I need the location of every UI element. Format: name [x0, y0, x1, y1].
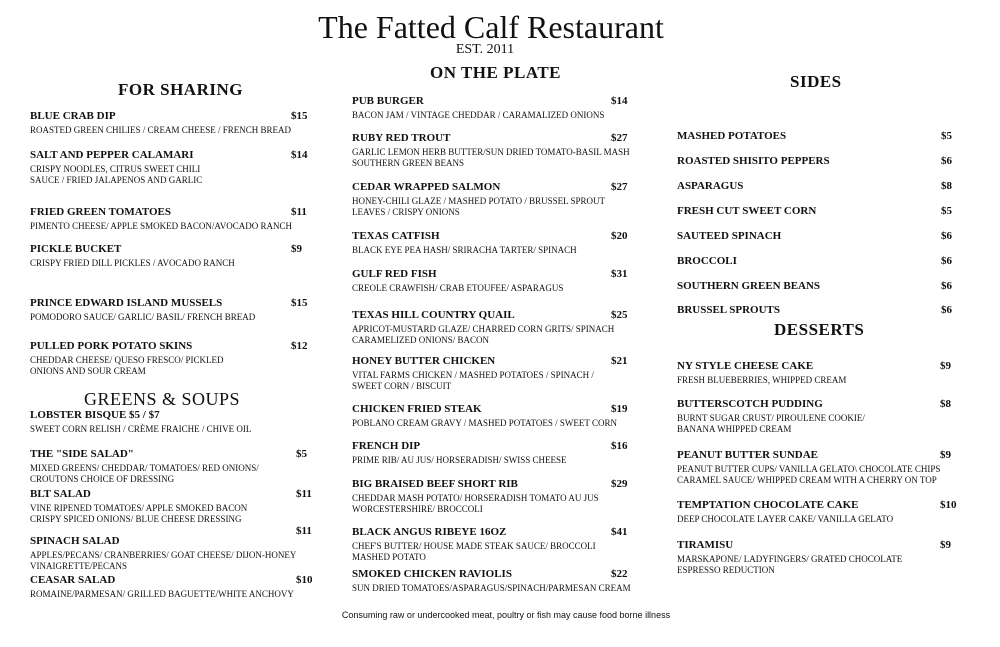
menu-item-price: $6	[941, 230, 952, 242]
menu-item	[677, 449, 951, 486]
menu-item-price: $15	[291, 297, 308, 309]
menu-item-price: $22	[611, 568, 628, 580]
menu-item-price: $15	[291, 110, 308, 122]
menu-item-name: CEDAR WRAPPED SALMON	[352, 181, 501, 193]
menu-item-description: MIXED GREENS/ CHEDDAR/ TOMATOES/ RED ONIONS/ CROUTONS CHOICE OF DRESSING	[30, 463, 259, 484]
section-heading-sides: SIDES	[790, 72, 842, 91]
menu-item	[352, 309, 628, 346]
menu-item-price: $9	[940, 449, 951, 461]
menu-item-description: ROASTED GREEN CHILIES / CREAM CHEESE / FRENCH BREAD	[30, 125, 292, 135]
menu-item-description: POMODORO SAUCE/ GARLIC/ BASIL/ FRENCH BREAD	[30, 312, 256, 322]
menu-item	[677, 205, 952, 218]
menu-item-name: MASHED POTATOES	[677, 130, 787, 142]
menu-item-description: FRESH BLUEBERRIES, WHIPPED CREAM	[677, 375, 847, 385]
menu-item	[677, 255, 952, 268]
menu-item-name: LOBSTER BISQUE $5 / $7	[30, 409, 160, 421]
menu-item	[30, 488, 312, 525]
menu-item-name: TEMPTATION CHOCOLATE CAKE	[677, 499, 859, 511]
menu-item	[30, 149, 308, 186]
menu-item	[30, 525, 312, 572]
menu-item-name: SAUTEED SPINACH	[677, 230, 782, 242]
menu-item	[30, 409, 251, 435]
menu-item-name: CEASAR SALAD	[30, 574, 116, 586]
menu-item-name: FRENCH DIP	[352, 440, 421, 452]
menu-item-name: PUB BURGER	[352, 95, 424, 107]
menu-item-name: SALT AND PEPPER CALAMARI	[30, 149, 194, 161]
menu-item-name: FRESH CUT SWEET CORN	[677, 205, 817, 217]
menu-item-name: BUTTERSCOTCH PUDDING	[677, 398, 823, 410]
menu-item-description: PEANUT BUTTER CUPS/ VANILLA GELATO\ CHOCOLATE CHIPS CARAMEL SAUCE/ WHIPPED CREAM WITH A CHERRY ON TOP	[677, 464, 941, 485]
menu-item-description: MARSKAPONE/ LADYFINGERS/ GRATED CHOCOLATE ESPRESSO REDUCTION	[677, 554, 903, 575]
menu-item-description: SUN DRIED TOMATOES/ASPARAGUS/SPINACH/PARMESAN CREAM	[352, 583, 631, 593]
menu-item-price: $14	[611, 95, 628, 107]
menu-item-description: CHEF'S BUTTER/ HOUSE MADE STEAK SAUCE/ BROCCOLI MASHED POTATO	[352, 541, 596, 562]
menu-item-name: PULLED PORK POTATO SKINS	[30, 340, 193, 352]
menu-item-price: $12	[291, 340, 308, 352]
menu-item-name: TEXAS CATFISH	[352, 230, 440, 242]
menu-item-price: $11	[296, 525, 312, 537]
menu-item-description: CHEDDAR CHEESE/ QUESO FRESCO/ PICKLED ONIONS AND SOUR CREAM	[30, 355, 224, 376]
menu-item	[30, 206, 307, 232]
menu-item-name: ASPARAGUS	[677, 180, 744, 192]
menu-item	[677, 499, 957, 525]
menu-item-price: $11	[291, 206, 307, 218]
menu-item-price: $9	[291, 243, 302, 255]
menu-item	[677, 398, 951, 435]
menu-item-description: PIMENTO CHEESE/ APPLE SMOKED BACON/AVOCADO RANCH	[30, 221, 292, 231]
menu-item-price: $20	[611, 230, 628, 242]
menu-item-price: $25	[611, 309, 628, 321]
menu-item	[677, 180, 952, 193]
menu-item-price: $5	[941, 130, 952, 142]
menu-item	[677, 304, 952, 317]
menu-item-name: FRIED GREEN TOMATOES	[30, 206, 171, 218]
menu-item-price: $14	[291, 149, 308, 161]
menu-item	[30, 243, 302, 269]
menu-item-name: PEANUT BUTTER SUNDAE	[677, 449, 818, 461]
menu-item-description: APRICOT-MUSTARD GLAZE/ CHARRED CORN GRITS/ SPINACH CARAMELIZED ONIONS/ BACON	[352, 324, 615, 345]
menu-item-name: SOUTHERN GREEN BEANS	[677, 280, 821, 292]
menu-item-name: BRUSSEL SPROUTS	[677, 304, 781, 316]
menu-item-price: $19	[611, 403, 628, 415]
menu-item	[352, 568, 631, 594]
menu-item-description: CREOLE CRAWFISH/ CRAB ETOUFEE/ ASPARAGUS	[352, 283, 564, 293]
menu-item	[677, 360, 951, 386]
menu-item	[677, 539, 951, 576]
menu-item-name: SPINACH SALAD	[30, 535, 120, 547]
menu-item-description: CRISPY FRIED DILL PICKLES / AVOCADO RANCH	[30, 258, 235, 268]
menu-item-price: $6	[941, 304, 952, 316]
menu-item	[677, 155, 952, 168]
menu-item-price: $16	[611, 440, 628, 452]
menu-item-description: ROMAINE/PARMESAN/ GRILLED BAGUETTE/WHITE ANCHOVY	[30, 589, 294, 599]
menu-item	[352, 355, 628, 392]
menu-item-name: BIG BRAISED BEEF SHORT RIB	[352, 478, 518, 490]
menu-item-name: CHICKEN FRIED STEAK	[352, 403, 482, 415]
section-heading-desserts: DESSERTS	[774, 320, 865, 339]
menu-item-name: BLACK ANGUS RIBEYE 16OZ	[352, 526, 507, 538]
food-safety-notice: Consuming raw or undercooked meat, poultry or fish may cause food borne illness	[341, 610, 671, 620]
menu-item-price: $31	[611, 268, 628, 280]
menu-item-name: BLUE CRAB DIP	[30, 110, 116, 122]
menu-item-price: $10	[940, 499, 957, 511]
menu-item-price: $9	[940, 360, 951, 372]
menu-item-name: NY STYLE CHEESE CAKE	[677, 360, 814, 372]
menu-item-description: BLACK EYE PEA HASH/ SRIRACHA TARTER/ SPINACH	[352, 245, 577, 255]
menu-item-description: DEEP CHOCOLATE LAYER CAKE/ VANILLA GELATO	[677, 514, 894, 524]
menu-item-name: GULF RED FISH	[352, 268, 437, 280]
menu-item-name: TEXAS HILL COUNTRY QUAIL	[352, 309, 515, 321]
menu-item-price: $5	[296, 448, 307, 460]
menu-item-description: BURNT SUGAR CRUST/ PIROULENE COOKIE/ BANANA WHIPPED CREAM	[677, 413, 865, 434]
menu-item-price: $11	[296, 488, 312, 500]
menu-item	[352, 440, 628, 466]
menu-item-name: ROASTED SHISITO PEPPERS	[677, 155, 830, 167]
menu-item	[30, 448, 307, 485]
menu-item	[352, 478, 628, 515]
menu-item	[30, 297, 308, 323]
menu-item	[352, 526, 628, 563]
section-heading-greens: GREENS & SOUPS	[84, 389, 241, 409]
menu-item	[30, 110, 308, 136]
menu-item	[352, 181, 628, 218]
restaurant-title: The Fatted Calf Restaurant	[318, 9, 664, 45]
menu-item-name: PICKLE BUCKET	[30, 243, 122, 255]
menu-item-price: $5	[941, 205, 952, 217]
menu-item-price: $8	[940, 398, 951, 410]
menu-item-name: RUBY RED TROUT	[352, 132, 451, 144]
menu-item-price: $41	[611, 526, 628, 538]
menu-item-price: $6	[941, 255, 952, 267]
menu-item-name: BROCCOLI	[677, 255, 737, 267]
menu-item	[352, 403, 628, 429]
menu-item-description: APPLES/PECANS/ CRANBERRIES/ GOAT CHEESE/ DIJON-HONEY VINAIGRETTE/PECANS	[30, 550, 297, 571]
menu-item-description: HONEY-CHILI GLAZE / MASHED POTATO / BRUSSEL SPROUT LEAVES / CRISPY ONIONS	[352, 196, 606, 217]
menu-item-description: POBLANO CREAM GRAVY / MASHED POTATOES / SWEET CORN	[352, 418, 617, 428]
menu-item	[677, 230, 952, 243]
menu-item	[30, 340, 308, 377]
menu-item-description: BACON JAM / VINTAGE CHEDDAR / CARAMALIZED ONIONS	[352, 110, 605, 120]
section-heading-sharing: FOR SHARING	[118, 80, 243, 99]
established-year: EST. 2011	[455, 42, 515, 57]
menu-item-name: BLT SALAD	[30, 488, 91, 500]
menu-item-name: TIRAMISU	[677, 539, 734, 551]
menu-item-description: VINE RIPENED TOMATOES/ APPLE SMOKED BACON CRISPY SPICED ONIONS/ BLUE CHEESE DRESSING	[30, 503, 248, 524]
menu-item-price: $9	[940, 539, 951, 551]
menu-item	[352, 230, 628, 256]
menu-item-price: $21	[611, 355, 628, 367]
menu-item	[677, 280, 952, 293]
menu-item-price: $6	[941, 280, 952, 292]
menu-item-price: $29	[611, 478, 628, 490]
menu-item-name: SMOKED CHICKEN RAVIOLIS	[352, 568, 512, 580]
menu-item-description: CRISPY NOODLES, CITRUS SWEET CHILI SAUCE / FRIED JALAPENOS AND GARLIC	[30, 164, 203, 185]
menu-item	[677, 130, 952, 143]
section-heading-plate: ON THE PLATE	[430, 63, 562, 82]
menu-item	[30, 574, 313, 600]
menu-item-description: SWEET CORN RELISH / CRÈME FRAICHE / CHIVE OIL	[30, 424, 252, 434]
menu-item-price: $10	[296, 574, 313, 586]
menu-item-description: VITAL FARMS CHICKEN / MASHED POTATOES / SPINACH / SWEET CORN / BISCUIT	[352, 370, 594, 391]
menu-item	[352, 132, 630, 169]
menu-item-price: $27	[611, 132, 628, 144]
menu-item-name: THE "SIDE SALAD"	[30, 448, 134, 460]
menu-item-name: HONEY BUTTER CHICKEN	[352, 355, 496, 367]
menu-item-price: $8	[941, 180, 952, 192]
menu-item	[352, 268, 628, 294]
menu-item-description: CHEDDAR MASH POTATO/ HORSERADISH TOMATO AU JUS WORCESTERSHIRE/ BROCCOLI	[352, 493, 599, 514]
menu-item-description: PRIME RIB/ AU JUS/ HORSERADISH/ SWISS CHEESE	[352, 455, 567, 465]
menu-item-name: PRINCE EDWARD ISLAND MUSSELS	[30, 297, 223, 309]
menu-item-description: GARLIC LEMON HERB BUTTER/SUN DRIED TOMATO-BASIL MASH SOUTHERN GREEN BEANS	[352, 147, 630, 168]
menu-item-price: $6	[941, 155, 952, 167]
menu-item-price: $27	[611, 181, 628, 193]
menu-item	[352, 95, 628, 121]
